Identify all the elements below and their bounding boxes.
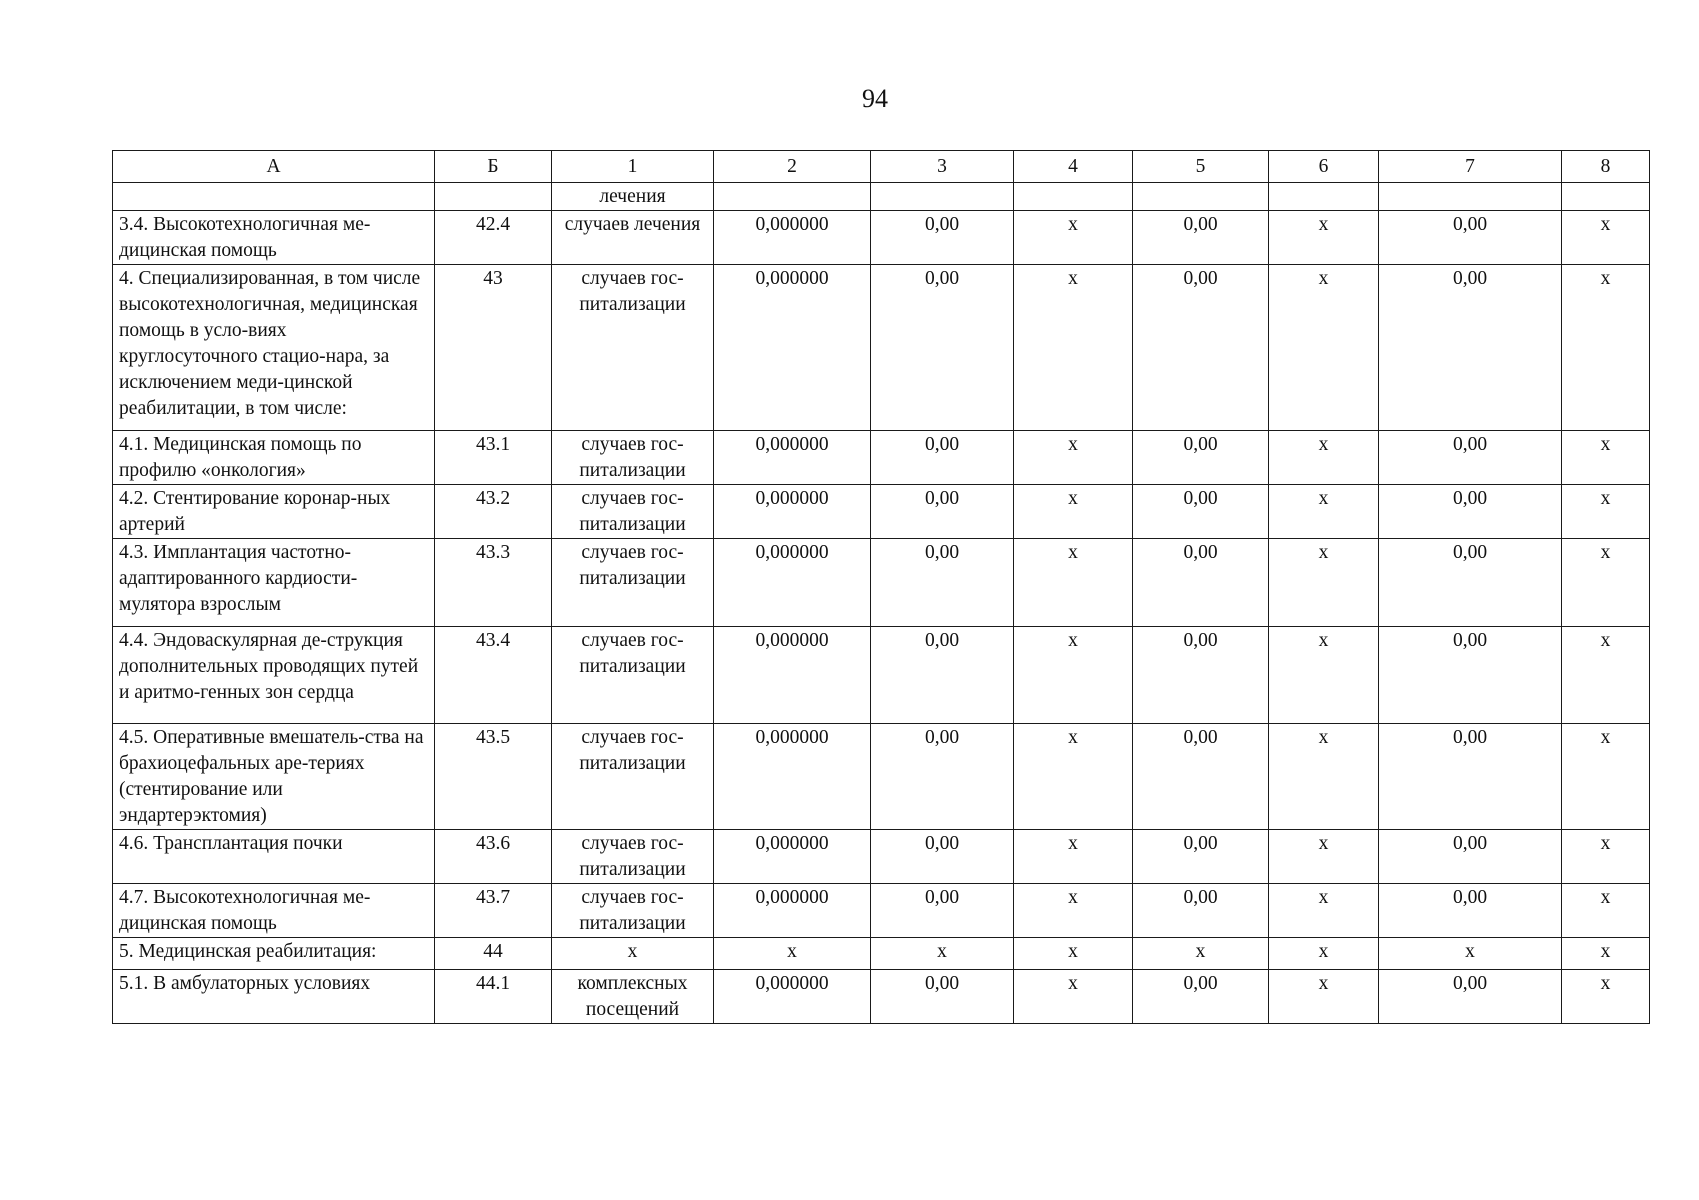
row-name-cell: 3.4. Высокотехнологичная ме-дицинская помощь — [113, 211, 435, 265]
row-col6-cell: x — [1269, 938, 1379, 970]
row-unit-cell: комплексных посещений — [552, 970, 714, 1024]
row-unit-cell: случаев гос-питализации — [552, 724, 714, 830]
row-col4-cell: x — [1014, 970, 1133, 1024]
row-unit-cell: случаев гос-питализации — [552, 265, 714, 431]
row-col4-cell: x — [1014, 884, 1133, 938]
row-code-cell: 43.3 — [435, 539, 552, 627]
row-col6-cell: x — [1269, 431, 1379, 485]
row-col6-cell: x — [1269, 724, 1379, 830]
row-name-cell: 5. Медицинская реабилитация: — [113, 938, 435, 970]
table-row — [113, 211, 1650, 265]
header-row — [113, 151, 1650, 183]
row-code-cell: 43.1 — [435, 431, 552, 485]
row-col7-cell: 0,00 — [1379, 884, 1562, 938]
row-col2-cell: x — [714, 938, 871, 970]
row-col4-cell: x — [1014, 211, 1133, 265]
row-col5-cell: 0,00 — [1133, 431, 1269, 485]
row-col5-cell: 0,00 — [1133, 627, 1269, 724]
row-col7-cell: 0,00 — [1379, 830, 1562, 884]
row-col7-cell: 0,00 — [1379, 211, 1562, 265]
table-row — [113, 485, 1650, 539]
row-col5-cell: 0,00 — [1133, 970, 1269, 1024]
row-col5-cell: 0,00 — [1133, 830, 1269, 884]
row-col6-cell: x — [1269, 265, 1379, 431]
column-header: 8 — [1562, 151, 1650, 183]
row-code-cell — [435, 183, 552, 211]
row-col8-cell: x — [1562, 539, 1650, 627]
row-col2-cell — [714, 183, 871, 211]
column-header: Б — [435, 151, 552, 183]
row-code-cell: 43.2 — [435, 485, 552, 539]
row-col4-cell: x — [1014, 539, 1133, 627]
column-header: 2 — [714, 151, 871, 183]
row-unit-cell: случаев гос-питализации — [552, 884, 714, 938]
row-name-cell: 5.1. В амбулаторных условиях — [113, 970, 435, 1024]
row-col3-cell: 0,00 — [871, 830, 1014, 884]
table-row — [113, 265, 1650, 431]
row-col2-cell: 0,000000 — [714, 431, 871, 485]
row-col8-cell: x — [1562, 265, 1650, 431]
table-row — [113, 884, 1650, 938]
column-header: А — [113, 151, 435, 183]
row-col6-cell: x — [1269, 211, 1379, 265]
row-code-cell: 42.4 — [435, 211, 552, 265]
row-col6-cell: x — [1269, 970, 1379, 1024]
row-col2-cell: 0,000000 — [714, 211, 871, 265]
row-col4-cell: x — [1014, 938, 1133, 970]
row-col5-cell: x — [1133, 938, 1269, 970]
row-col4-cell: x — [1014, 830, 1133, 884]
row-code-cell: 43 — [435, 265, 552, 431]
row-col5-cell: 0,00 — [1133, 724, 1269, 830]
row-code-cell: 43.7 — [435, 884, 552, 938]
row-col5-cell: 0,00 — [1133, 485, 1269, 539]
row-name-cell — [113, 183, 435, 211]
row-unit-cell: лечения — [552, 183, 714, 211]
row-col8-cell — [1562, 183, 1650, 211]
row-name-cell: 4.5. Оперативные вмешатель-ства на брахиоцефальных аре-териях (стентирование или эндартерэктомия) — [113, 724, 435, 830]
row-col8-cell: x — [1562, 627, 1650, 724]
column-header: 4 — [1014, 151, 1133, 183]
row-col7-cell: 0,00 — [1379, 265, 1562, 431]
row-col7-cell: 0,00 — [1379, 431, 1562, 485]
table-row — [113, 724, 1650, 830]
row-col4-cell: x — [1014, 724, 1133, 830]
row-col2-cell: 0,000000 — [714, 884, 871, 938]
row-code-cell: 44 — [435, 938, 552, 970]
row-col4-cell: x — [1014, 627, 1133, 724]
row-col6-cell: x — [1269, 627, 1379, 724]
table-row — [113, 183, 1650, 211]
row-col3-cell: 0,00 — [871, 431, 1014, 485]
row-name-cell: 4.4. Эндоваскулярная де-струкция дополнительных проводящих путей и аритмо-генных зон сердца — [113, 627, 435, 724]
row-col8-cell: x — [1562, 830, 1650, 884]
row-col8-cell: x — [1562, 431, 1650, 485]
row-col2-cell: 0,000000 — [714, 627, 871, 724]
row-col3-cell: 0,00 — [871, 724, 1014, 830]
row-col3-cell: 0,00 — [871, 539, 1014, 627]
row-col5-cell: 0,00 — [1133, 539, 1269, 627]
table-row — [113, 627, 1650, 724]
column-header: 6 — [1269, 151, 1379, 183]
row-name-cell: 4.6. Трансплантация почки — [113, 830, 435, 884]
column-header: 5 — [1133, 151, 1269, 183]
row-col4-cell: x — [1014, 265, 1133, 431]
row-col3-cell: 0,00 — [871, 211, 1014, 265]
row-col3-cell — [871, 183, 1014, 211]
row-col2-cell: 0,000000 — [714, 265, 871, 431]
table-row — [113, 539, 1650, 627]
row-col8-cell: x — [1562, 485, 1650, 539]
row-col8-cell: x — [1562, 938, 1650, 970]
row-col7-cell — [1379, 183, 1562, 211]
row-name-cell: 4.2. Стентирование коронар-ных артерий — [113, 485, 435, 539]
row-code-cell: 43.5 — [435, 724, 552, 830]
row-col4-cell — [1014, 183, 1133, 211]
row-col2-cell: 0,000000 — [714, 830, 871, 884]
row-col6-cell: x — [1269, 539, 1379, 627]
row-col4-cell: x — [1014, 431, 1133, 485]
data-table — [112, 150, 1650, 1024]
row-col4-cell: x — [1014, 485, 1133, 539]
row-col6-cell: x — [1269, 884, 1379, 938]
row-unit-cell: случаев гос-питализации — [552, 539, 714, 627]
row-col2-cell: 0,000000 — [714, 539, 871, 627]
column-header: 3 — [871, 151, 1014, 183]
row-col5-cell: 0,00 — [1133, 265, 1269, 431]
row-col7-cell: 0,00 — [1379, 485, 1562, 539]
row-col5-cell — [1133, 183, 1269, 211]
table-header — [113, 151, 1650, 183]
row-unit-cell: случаев гос-питализации — [552, 431, 714, 485]
row-col5-cell: 0,00 — [1133, 884, 1269, 938]
row-col3-cell: 0,00 — [871, 627, 1014, 724]
row-col2-cell: 0,000000 — [714, 970, 871, 1024]
row-col5-cell: 0,00 — [1133, 211, 1269, 265]
row-code-cell: 43.6 — [435, 830, 552, 884]
table-body — [113, 183, 1650, 1024]
row-col3-cell: 0,00 — [871, 884, 1014, 938]
table-row — [113, 970, 1650, 1024]
row-col7-cell: x — [1379, 938, 1562, 970]
table-row — [113, 830, 1650, 884]
row-col6-cell — [1269, 183, 1379, 211]
table-row — [113, 431, 1650, 485]
table-row — [113, 938, 1650, 970]
row-col8-cell: x — [1562, 970, 1650, 1024]
row-name-cell: 4.7. Высокотехнологичная ме-дицинская помощь — [113, 884, 435, 938]
row-col3-cell: 0,00 — [871, 485, 1014, 539]
row-col6-cell: x — [1269, 485, 1379, 539]
row-unit-cell: x — [552, 938, 714, 970]
row-col6-cell: x — [1269, 830, 1379, 884]
row-col7-cell: 0,00 — [1379, 539, 1562, 627]
row-code-cell: 44.1 — [435, 970, 552, 1024]
row-col3-cell: 0,00 — [871, 265, 1014, 431]
row-code-cell: 43.4 — [435, 627, 552, 724]
row-col2-cell: 0,000000 — [714, 724, 871, 830]
row-col3-cell: 0,00 — [871, 970, 1014, 1024]
row-unit-cell: случаев гос-питализации — [552, 830, 714, 884]
page-number: 94 — [862, 84, 888, 113]
row-col8-cell: x — [1562, 884, 1650, 938]
column-header: 1 — [552, 151, 714, 183]
row-col8-cell: x — [1562, 211, 1650, 265]
row-col2-cell: 0,000000 — [714, 485, 871, 539]
row-name-cell: 4.1. Медицинская помощь по профилю «онкология» — [113, 431, 435, 485]
row-name-cell: 4. Специализированная, в том числе высокотехнологичная, медицинская помощь в усло-виях круглосуточного стацио-нара, за исключением меди-цинской реабилитации, в том числе: — [113, 265, 435, 431]
row-name-cell: 4.3. Имплантация частотно-адаптированного кардиости-мулятора взрослым — [113, 539, 435, 627]
column-header: 7 — [1379, 151, 1562, 183]
row-col3-cell: x — [871, 938, 1014, 970]
row-col8-cell: x — [1562, 724, 1650, 830]
row-col7-cell: 0,00 — [1379, 724, 1562, 830]
row-unit-cell: случаев гос-питализации — [552, 627, 714, 724]
row-col7-cell: 0,00 — [1379, 627, 1562, 724]
row-unit-cell: случаев гос-питализации — [552, 485, 714, 539]
row-col7-cell: 0,00 — [1379, 970, 1562, 1024]
row-unit-cell: случаев лечения — [552, 211, 714, 265]
